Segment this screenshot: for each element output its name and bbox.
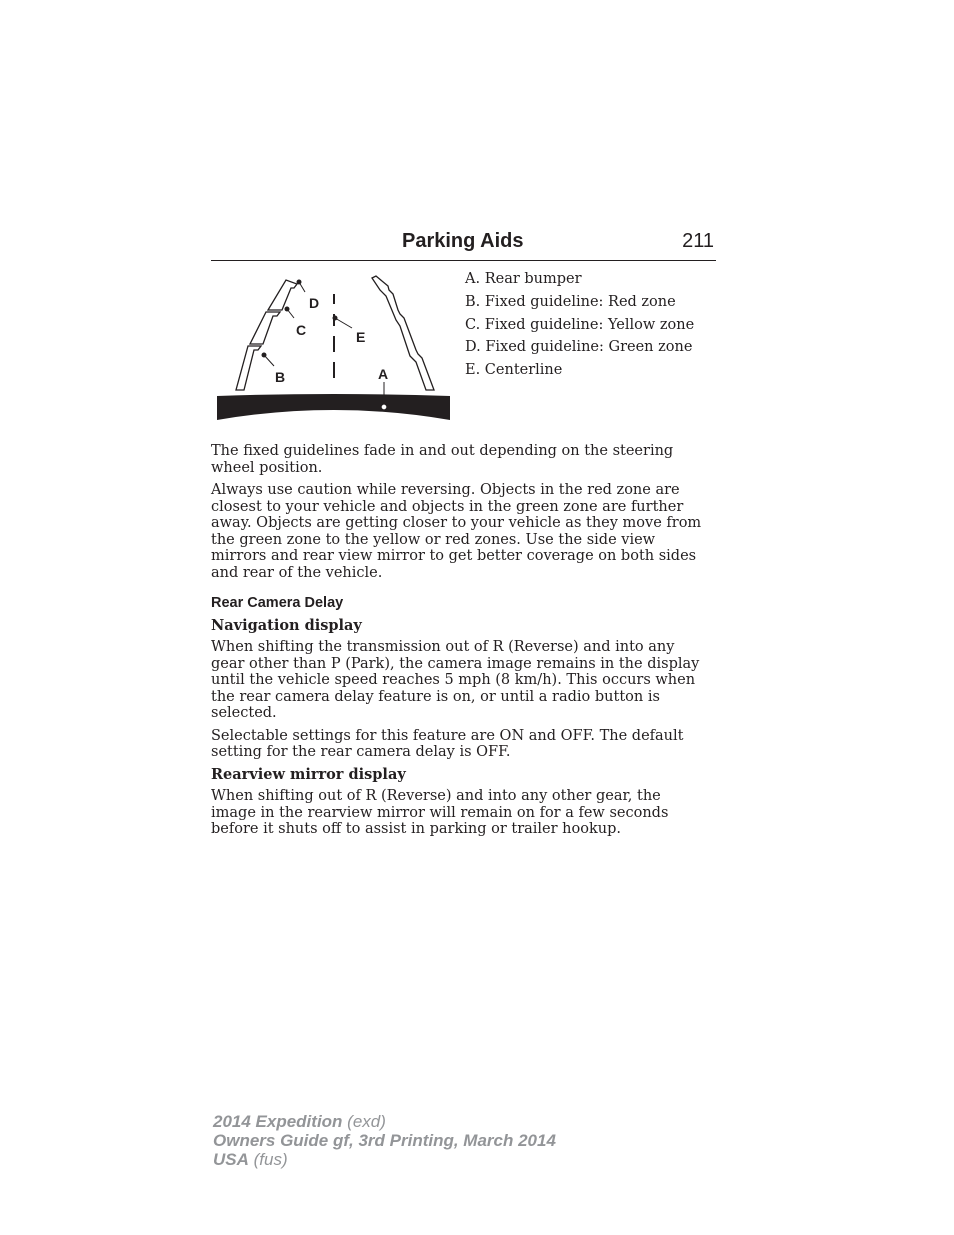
rear-camera-guideline-diagram	[214, 272, 454, 424]
paragraph: Always use caution while reversing. Objects in the red zone are closest to your vehicle and objects in the green zone are further away. Objects are getting closer to your vehicle as they move from the green zone to the yellow or red zones. Use the side view mirrors and rear view mirror to get better coverage on both sides and rear of the vehicle.	[211, 482, 702, 581]
legend-item: C. Fixed guideline: Yellow zone	[465, 316, 695, 333]
callout-dot-a	[381, 404, 387, 410]
footer-line-model: 2014 Expedition (exd)	[213, 1112, 386, 1131]
legend-item: E. Centerline	[465, 362, 563, 379]
page-number: 211	[682, 230, 714, 252]
callout-dot-e	[333, 316, 338, 321]
paragraph: When shifting out of R (Reverse) and into any other gear, the image in the rearview mirror will remain on for a few seconds before it shuts off to assist in parking or trailer hookup.	[211, 788, 669, 837]
paragraph: The fixed guidelines fade in and out depending on the steering wheel position.	[211, 443, 674, 476]
page-footer	[213, 1112, 556, 1169]
legend-item: D. Fixed guideline: Green zone	[465, 339, 693, 356]
callout-label-e: E	[356, 329, 366, 345]
left-guideline-green	[268, 280, 297, 310]
callout-label-d: D	[309, 295, 320, 311]
callout-label-b: B	[275, 369, 286, 385]
callout-label-a: A	[378, 366, 389, 382]
page-title: Parking Aids	[402, 230, 524, 252]
figure-legend	[465, 268, 694, 382]
callout-dot-d	[297, 280, 302, 285]
left-guideline-yellow	[250, 312, 280, 344]
rear-bumper-shape	[217, 394, 450, 420]
legend-item: B. Fixed guideline: Red zone	[465, 293, 676, 310]
left-guideline-red	[236, 346, 261, 390]
footer-line-guide: Owners Guide gf, 3rd Printing, March 2014	[213, 1131, 556, 1150]
footer-line-region: USA (fus)	[213, 1150, 288, 1169]
paragraph: When shifting the transmission out of R (Reverse) and into any gear other than P (Park), the camera image remains in the display until the vehicle speed reaches 5 mph (8 km/h). This occurs when the rear camera delay feature is on, or until a radio button is selected.	[211, 639, 700, 721]
section-heading: Rear Camera Delay	[211, 595, 344, 611]
callout-label-c: C	[296, 322, 307, 338]
body-text	[211, 443, 709, 844]
callout-dot-b	[262, 353, 267, 358]
subsection-heading: Navigation display	[211, 616, 362, 634]
subsection-heading: Rearview mirror display	[211, 765, 406, 783]
callout-dot-c	[285, 307, 290, 312]
paragraph: Selectable settings for this feature are ON and OFF. The default setting for the rear camera delay is OFF.	[211, 727, 684, 760]
legend-item: A. Rear bumper	[465, 271, 582, 287]
page-header	[211, 230, 716, 261]
